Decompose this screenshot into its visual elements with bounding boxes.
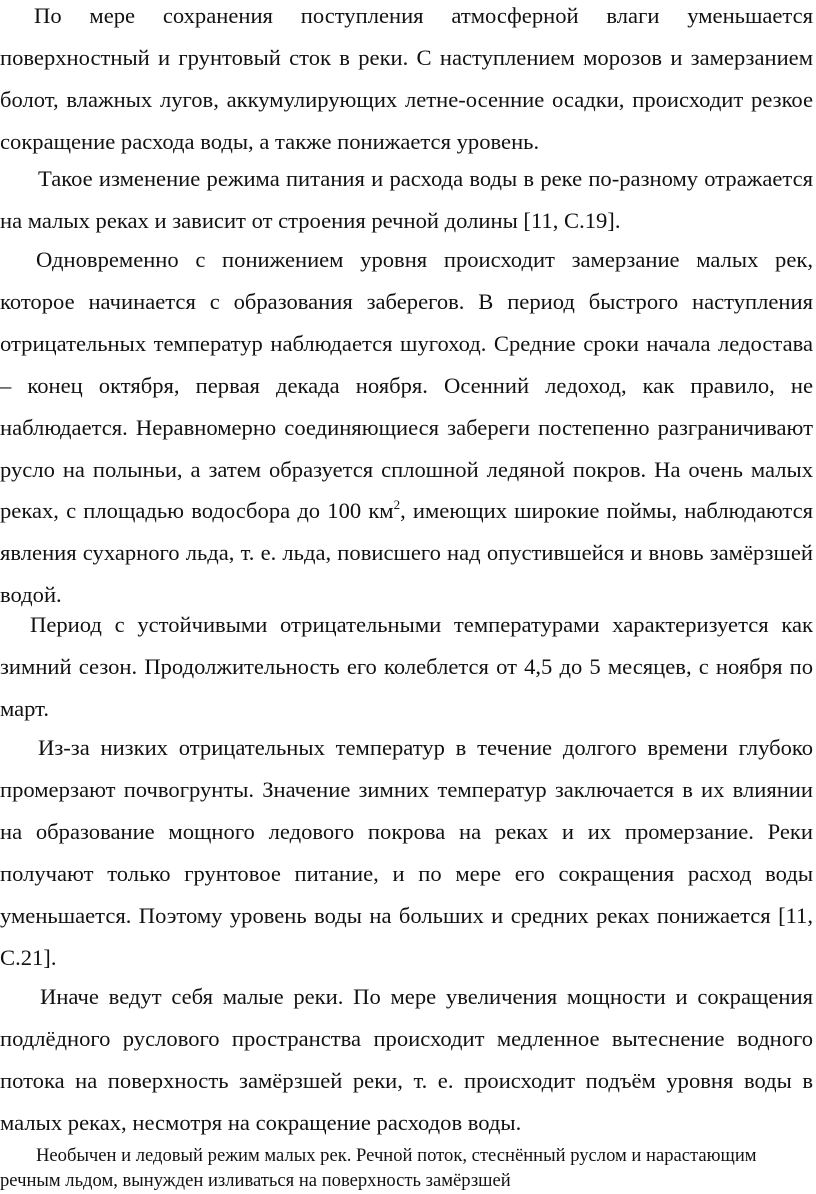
- superscript-square: 2: [393, 497, 401, 513]
- paragraph-low-temperatures: Из-за низких отрицательных температур в течение долгого времени глубоко промерзают почвогрунты. Значение зимних температур заключается в их влиянии на образование мощного ледового покрова на реках и их промерзание. Реки получают только грунтовое питание, и по мере его сокращения расход воды уменьшается. Поэтому уровень воды на больших и средних реках понижается [11, С.21].: [0, 735, 813, 970]
- paragraph-regime-change: Такое изменение режима питания и расхода воды в реке по-разному отражается на малых реках и зависит от строения речной долины [11, С.19].: [0, 166, 813, 233]
- paragraph-freeze-up: [0, 239, 813, 616]
- paragraph-freeze-up-text: Одновременно с понижением уровня происходит замерзание малых рек, которое начинается с образования заберегов. В период быстрого наступления отрицательных температур наблюдается шугоход. Средние сроки начала ледостава – конец октября, первая декада ноября. Осенний ледоход, как правило, не наблюдается. Неравномерно соединяющиеся забереги постепенно разграничивают русло на полыньи, а затем образуется сплошной ледяной покров. На очень малых реках, с площадью водосбора до 100 км: [0, 247, 813, 524]
- paragraph-moisture-runoff: По мере сохранения поступления атмосферной влаги уменьшается поверхностный и грунтовый сток в реки. С наступлением морозов и замерзанием болот, влажных лугов, аккумулирующих летне-осенние осадки, происходит резкое сокращение расхода воды, а также понижается уровень.: [0, 3, 813, 154]
- paragraph-winter-season: Период с устойчивыми отрицательными температурами характеризуется как зимний сезон. Продолжительность его колеблется от 4,5 до 5 месяцев, с ноября по март.: [0, 612, 813, 721]
- paragraph-small-rivers: Иначе ведут себя малые реки. По мере увеличения мощности и сокращения подлёдного руслового пространства происходит медленное вытеснение водного потока на поверхность замёрзшей реки, т. е. происходит подъём уровня воды в малых реках, несмотря на сокращение расходов воды.: [0, 984, 813, 1135]
- paragraph-freeze-up-continuation: , имеющих широкие поймы, наблюдаются явления сухарного льда, т. е. льда, повисшего над опустившейся и вновь замёрзшей водой.: [0, 498, 814, 608]
- paragraph-ice-regime: Необычен и ледовый режим малых рек. Речной поток, стеснённый руслом и нарастающим речным льдом, вынужден изливаться на поверхность замёрзшей: [0, 1145, 757, 1191]
